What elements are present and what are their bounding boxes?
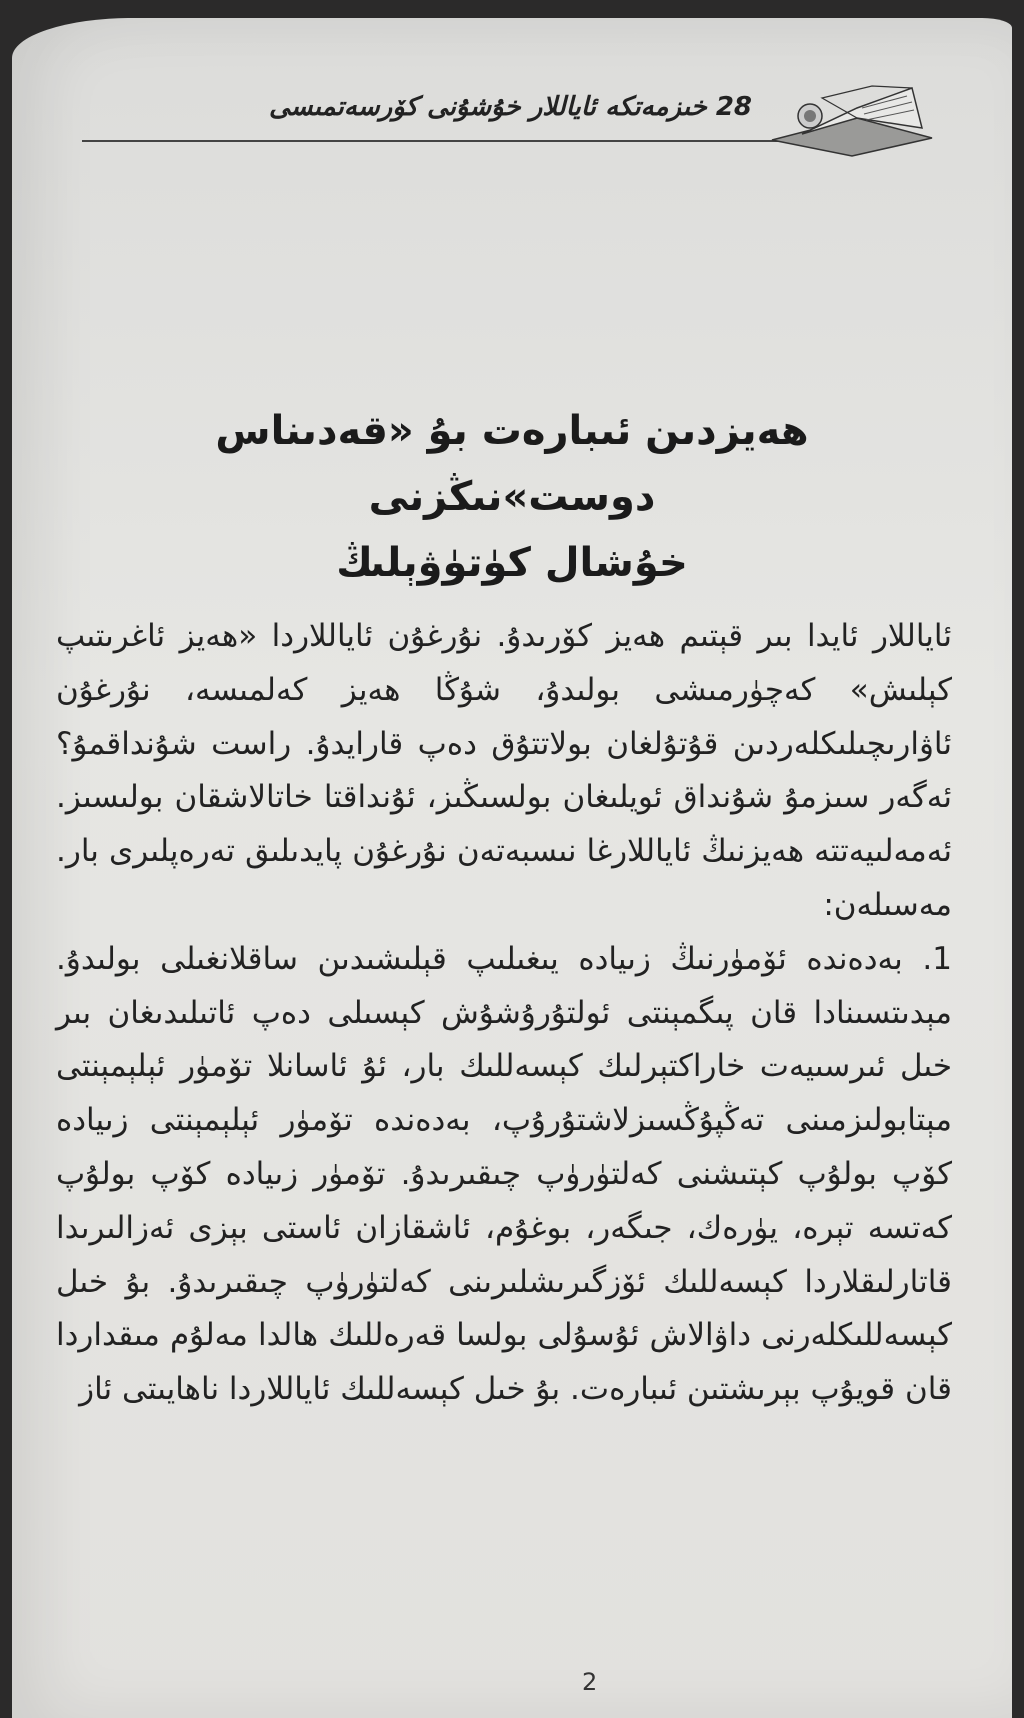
page-number: 2 — [582, 1668, 598, 1696]
book-page — [12, 18, 1012, 1718]
running-header — [72, 78, 952, 158]
running-title: 28 خىزمەتكە ئاياللار خۇشۇنى كۆرسەتمىسى — [268, 92, 752, 122]
header-rule — [82, 140, 812, 142]
paragraph: ئاياللار ئايدا بىر قېتىم ھەيز كۆرىدۇ. نۇرغۇن ئاياللاردا «ھەيز ئاغرىتىپ كېلىش» كەچۈرمىشى بولىدۇ، شۇڭا ھەيز كەلمىسە، نۇرغۇن ئاۋارىچىلىكلەردىن قۇتۇلغان بولاتتۇق دەپ قارايدۇ. راست شۇنداقمۇ؟ ئەگەر سىزمۇ شۇنداق ئويلىغان بولسىڭىز، ئۇنداقتا خاتالاشقان بولىسىز. ئەمەلىيەتتە ھەيزنىڭ ئاياللارغا نىسبەتەن نۇرغۇن پايدىلىق تەرەپلىرى بار. مەسىلەن: — [56, 618, 952, 923]
paragraph: 1. بەدەندە ئۆمۈرنىڭ زىيادە يىغىلىپ قېلىشىدىن ساقلانغىلى بولىدۇ. مېدىتسىنادا قان پىگمېنتى ئولتۇرۇشۇش كېسىلى دەپ ئاتىلىدىغان بىر خىل ئىرسىيەت خاراكتېرلىك كېسەللىك بار، ئۇ ئاسانلا تۆمۈر ئېلېمېنتى مېتابولىزمىنى تەڭپۇڭسىزلاشتۇرۇپ، بەدەندە تۆمۈر ئېلېمېنتى زىيادە كۆپ بولۇپ كېتىشنى كەلتۈرۈپ چىقىرىدۇ. تۆمۈر زىيادە كۆپ بولۇپ كەتسە تېرە، يۈرەك، جىگەر، بوغۇم، ئاشقازان ئاستى بېزى ئەزالىرىدا قاتارلىقلاردا كېسەللىك ئۆزگىرىشلىرىنى كەلتۈرۈپ چىقىرىدۇ. بۇ خىل كېسەللىكلەرنى داۋالاش ئۇسۇلى بولسا قەرەللىك ھالدا مەلۇم مىقداردا قان قويۇپ بېرىشتىن ئىبارەت. بۇ خىل كېسەللىك ئاياللاردا ناھايىتى ئاز — [56, 940, 952, 1408]
open-book-icon — [762, 78, 942, 158]
article-title: ھەيزدىن ئىبارەت بۇ «قەدىناس دوست»نىڭزنى خۇشال كۈتۈۋېلىڭ — [215, 408, 809, 586]
article-body — [56, 610, 952, 1417]
